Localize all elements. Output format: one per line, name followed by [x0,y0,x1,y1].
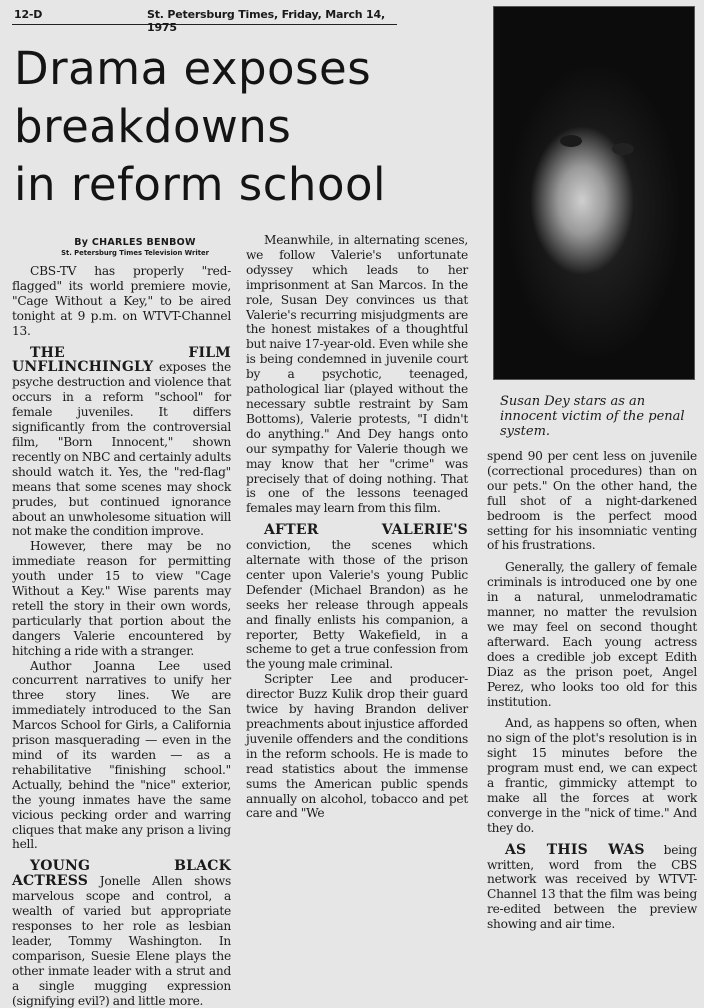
paragraph: However, there may be no immediate reason for permitting youth under 15 to view "Cage Without a Key." Wise parents may retell the story in their own words, particularly that portion about the dangers Valerie encountered by hitching a ride with a stranger. [12,539,231,658]
paragraph: CBS-TV has properly "red-flagged" its world premiere movie, "Cage Without a Key," to be aired tonight at 9 p.m. on WTVT-Channel 13. [12,264,231,338]
headline [14,40,474,214]
photo-caption: Susan Dey stars as an innocent victim of the penal system. [500,394,685,439]
headline-line-2: breakdowns [14,100,292,153]
byline [30,237,240,257]
headline-line-3: in reform school [14,158,387,211]
paragraph: Meanwhile, in alternating scenes, we follow Valerie's unfortunate odyssey which leads to her imprisonment at San Marcos. In the role, Susan Dey convinces us that Valerie's recurring misjudgments are the honest mistakes of a thoughtful but naive 17-year-old. Even while she is being condemned in juvenile court by a psychotic, teenaged, pathological liar (played without the necessary subtle restraint by Sam Bottoms), Valerie protests, "I didn't do anything." And Dey hangs onto our sympathy for Valerie though we may know that her "crime" was precisely that of doing nothing. That is one of the lessons teenaged females may learn from this film. [246,233,468,516]
author-role: St. Petersburg Times Television Writer [61,249,209,257]
paragraph-text: conviction, the scenes which alternate with those of the prison center upon Valerie's young Public Defender (Michael Brandon) as he seeks her release through appeals and finally enlists his companion, a reporter, Betty Wakefield, in a scheme to get a true confession from the young male criminal. [246,538,468,672]
article-photo [493,6,695,380]
paragraph-text: being written, word from the CBS network was received by WTVT-Channel 13 that the film was being re-edited between the preview showing and air time. [487,842,697,932]
author-name: By CHARLES BENBOW [74,237,196,248]
photo-detail [560,135,582,147]
paragraph: Scripter Lee and producer-director Buzz Kulik drop their guard twice by having Brandon deliver preachments about injustice afforded juvenile offenders and the conditions in the reform schools. He is made to read statistics about the immense sums the American public spends annually on alcohol, tobacco and pet care and "We [246,672,468,821]
paragraph [246,523,468,672]
article-column-1 [12,264,231,1008]
paragraph-text: exposes the psyche destruction and violence that occurs in a reform "school" for female juveniles. It differs significantly from the controversial film, "Born Innocent," shown recently on NBC and certainly adults should watch it. Yes, the "red-flag" means that some scenes may shock prudes, but continued ignorance about an unwholesome situation will not make the condition improve. [12,360,231,539]
paragraph: And, as happens so often, when no sign of the plot's resolution is in sight 15 minutes before the program must end, we can expect a frantic, gimmicky attempt to make all the forces at work converge in the "nick of time." And they do. [487,716,697,835]
lead-in: AFTER VALERIE'S [264,522,468,539]
paper-dateline: St. Petersburg Times, Friday, March 14, 1975 [147,8,385,34]
page-number: 12-D [14,8,43,21]
photo-detail [612,143,634,155]
paragraph-text: Jonelle Allen shows marvelous scope and control, a wealth of varied but appropriate responses to her role as lesbian leader, Tommy Washington. In comparison, Suesie Elene plays the other inmate leader with a strut and a single mugging expression (signifying evil?) and little more. [12,874,231,1008]
paragraph: Generally, the gallery of female criminals is introduced one by one in a natural, unmelodramatic manner, no matter the revulsion we may feel on second thought afterward. Each young actress does a credible job except Edith Diaz as the prison poet, Angel Perez, who looks too old for this institution. [487,560,697,709]
paragraph [12,859,231,1008]
lead-in: YOUNG BLACK ACTRESS [12,858,231,890]
masthead [12,8,397,34]
lead-in: AS THIS WAS [505,841,645,858]
paragraph [12,346,231,540]
article-column-2 [246,233,468,821]
paragraph: spend 90 per cent less on juvenile (correctional procedures) than on our pets." On the other hand, the full shot of a night-darkened bedroom is the perfect mood setting for his insomniatic venting of his frustrations. [487,449,697,553]
paragraph [487,843,697,932]
paragraph: Author Joanna Lee used concurrent narratives to unify her three story lines. We are immediately introduced to the San Marcos School for Girls, a California prison masquerading — even in the mind of its warden — as a rehabilitative "finishing school." Actually, behind the "nice" exterior, the young inmates have the same vicious pecking order and warring cliques that make any prison a living hell. [12,658,231,852]
headline-line-1: Drama exposes [14,42,372,95]
article-column-3 [487,449,697,932]
lead-in: THE FILM UNFLINCHINGLY [12,344,231,376]
